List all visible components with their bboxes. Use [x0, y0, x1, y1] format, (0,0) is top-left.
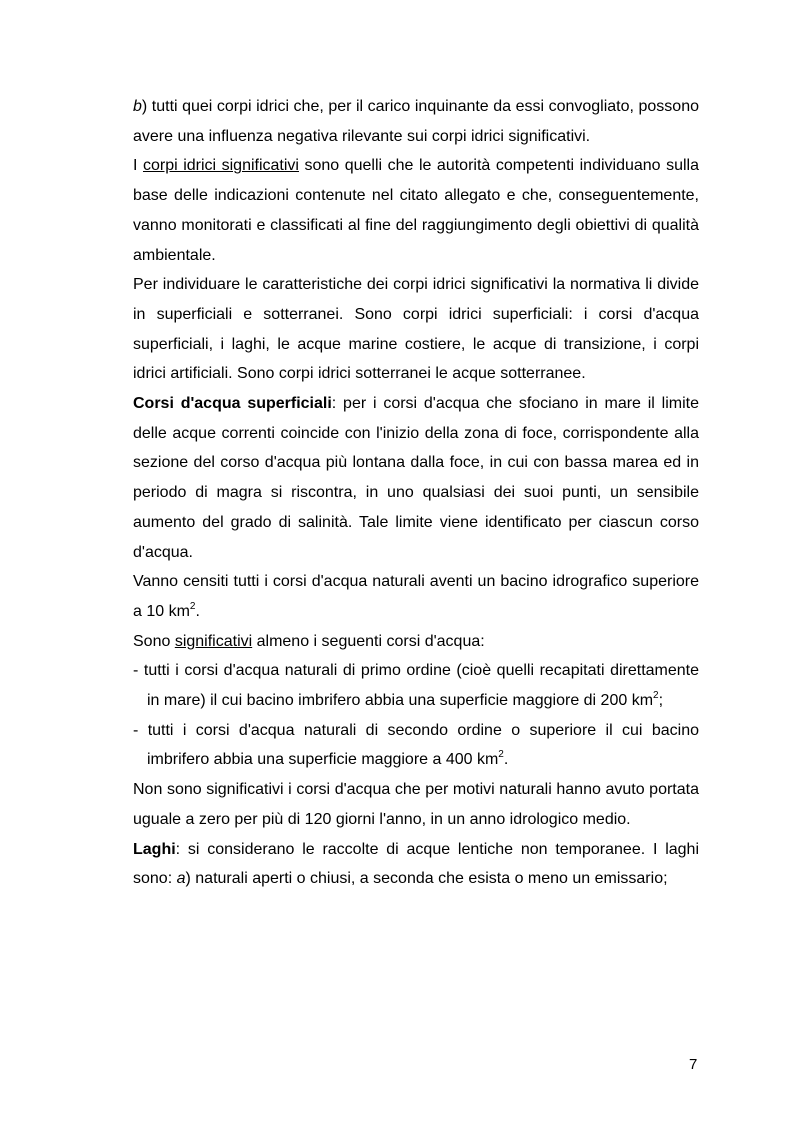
text-run: Per individuare le caratteristiche dei corpi idrici significativi la normativa li divide in superficiali e sotterranei. Sono corpi idrici superficiali: i corsi d'acqua superficiali, i laghi, le acque marine costiere, le acque di transizione, i corpi idrici artificiali. Sono corpi idrici sotterranei le acque sotterranee.: [133, 276, 699, 383]
paragraph-p5: [133, 567, 699, 626]
bold-heading: Laghi: [133, 840, 176, 858]
text-run: ;: [658, 692, 664, 710]
text-run: : si considerano le raccolte di acque lentiche non temporanee. I laghi sono:: [133, 840, 699, 888]
underlined-term: significativi: [174, 632, 253, 650]
text-run: - tutti i corsi d'acqua naturali di secondo ordine o superiore il cui bacino imbrifero abbia una superficie maggiore a 400 km: [133, 721, 699, 769]
text-run: .: [503, 751, 509, 769]
text-run: I: [133, 157, 143, 175]
underlined-term: corpi idrici significativi: [142, 157, 299, 175]
text-run: almeno i seguenti corsi d'acqua:: [252, 632, 485, 650]
paragraph-p8: [133, 716, 699, 775]
paragraph-p3: [133, 270, 699, 389]
superscript: 2: [653, 690, 659, 702]
paragraph-p1: [133, 92, 699, 151]
paragraph-p9: [133, 775, 699, 834]
page-body: [133, 92, 699, 894]
text-run: Non sono significativi i corsi d'acqua che per motivi naturali hanno avuto portata uguale a zero per più di 120 giorni l'anno, in un anno idrologico medio.: [133, 781, 699, 828]
bold-heading: Corsi d'acqua superficiali: [133, 395, 332, 413]
superscript: 2: [498, 749, 504, 761]
paragraph-p6: [133, 627, 699, 657]
page-number: 7: [689, 1056, 698, 1073]
superscript: 2: [189, 600, 196, 612]
text-run: Vanno censiti tutti i corsi d'acqua naturali aventi un bacino idrografico superiore a 10 km: [133, 573, 699, 620]
paragraph-p7: [133, 656, 699, 715]
text-run: sono quelli che le autorità competenti individuano sulla base delle indicazioni contenute nel citato allegato e che, conseguentemente, vanno monitorati e classificati al fine del raggiungimento degli obiettivi di qualità ambientale.: [133, 157, 700, 264]
text-run: - tutti i corsi d'acqua naturali di primo ordine (cioè quelli recapitati direttamente in mare) il cui bacino imbrifero abbia una superficie maggiore di 200 km: [133, 662, 699, 710]
paragraph-p2: [133, 151, 699, 270]
text-run: Sono: [133, 632, 175, 650]
italic-text: a: [176, 870, 186, 888]
text-run: ) naturali aperti o chiusi, a seconda che esista o meno un emissario;: [185, 870, 668, 888]
text-run: ) tutti quei corpi idrici che, per il carico inquinante da essi convogliato, possono avere una influenza negativa rilevante sui corpi idrici significativi.: [133, 98, 699, 145]
paragraph-p10: [133, 835, 699, 894]
text-run: .: [195, 602, 200, 620]
paragraph-p4: [133, 389, 699, 567]
italic-text: b: [133, 98, 142, 115]
text-run: : per i corsi d'acqua che sfociano in mare il limite delle acque correnti coincide con l'inizio della zona di foce, corrispondente alla sezione del corso d'acqua più lontana dalla foce, in cui con bassa marea ed in periodo di magra si riscontra, in uno qualsiasi dei suoi punti, un sensibile aumento del grado di salinità. Tale limite viene identificato per ciascun corso d'acqua.: [133, 395, 699, 561]
